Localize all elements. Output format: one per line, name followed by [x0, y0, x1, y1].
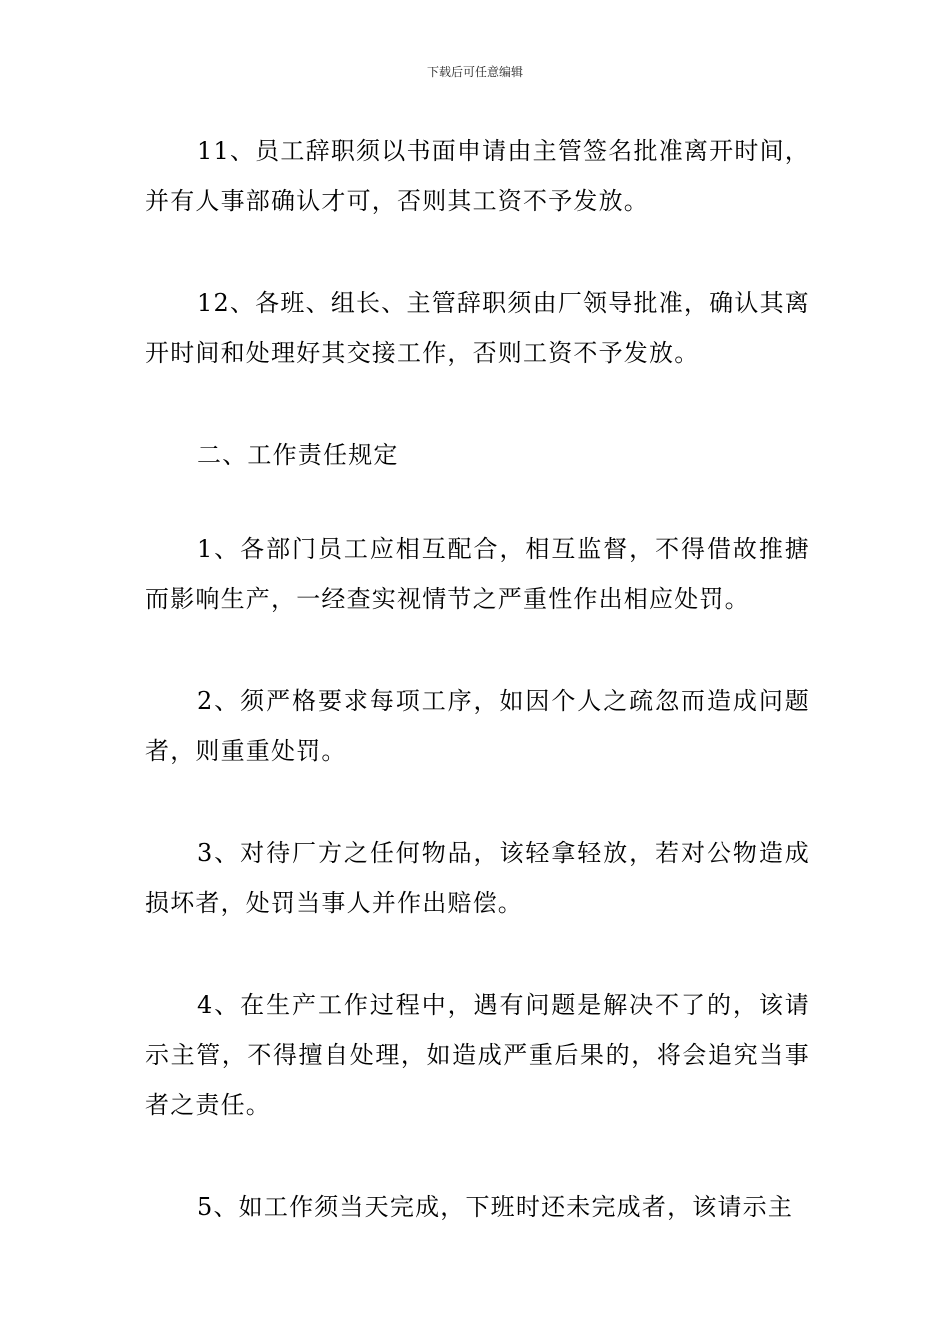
paragraph-responsibility-4: 4、在生产工作过程中，遇有问题是解决不了的，该请示主管，不得擅自处理，如造成严重后果的，将会追究当事者之责任。	[145, 991, 810, 1119]
paragraph-responsibility-1: 1、各部门员工应相互配合，相互监督，不得借故推搪而影响生产，一经查实视情节之严重性作出相应处罚。	[145, 535, 810, 613]
paragraph-rule-12: 12、各班、组长、主管辞职须由厂领导批准，确认其离开时间和处理好其交接工作，否则工资不予发放。	[145, 289, 810, 367]
document-body	[145, 126, 810, 1284]
page-header-note: 下载后可任意编辑	[426, 65, 523, 79]
paragraph-responsibility-3: 3、对待厂方之任何物品，该轻拿轻放，若对公物造成损坏者，处罚当事人并作出赔偿。	[145, 839, 810, 917]
paragraph-rule-11: 11、员工辞职须以书面申请由主管签名批准离开时间，并有人事部确认才可，否则其工资不予发放。	[145, 137, 810, 215]
section-heading-work-responsibility: 二、工作责任规定	[197, 441, 399, 469]
paragraph-responsibility-2: 2、须严格要求每项工序，如因个人之疏忽而造成问题者，则重重处罚。	[145, 687, 810, 765]
paragraph-responsibility-5: 5、如工作须当天完成，下班时还未完成者，该请示主	[197, 1193, 794, 1221]
